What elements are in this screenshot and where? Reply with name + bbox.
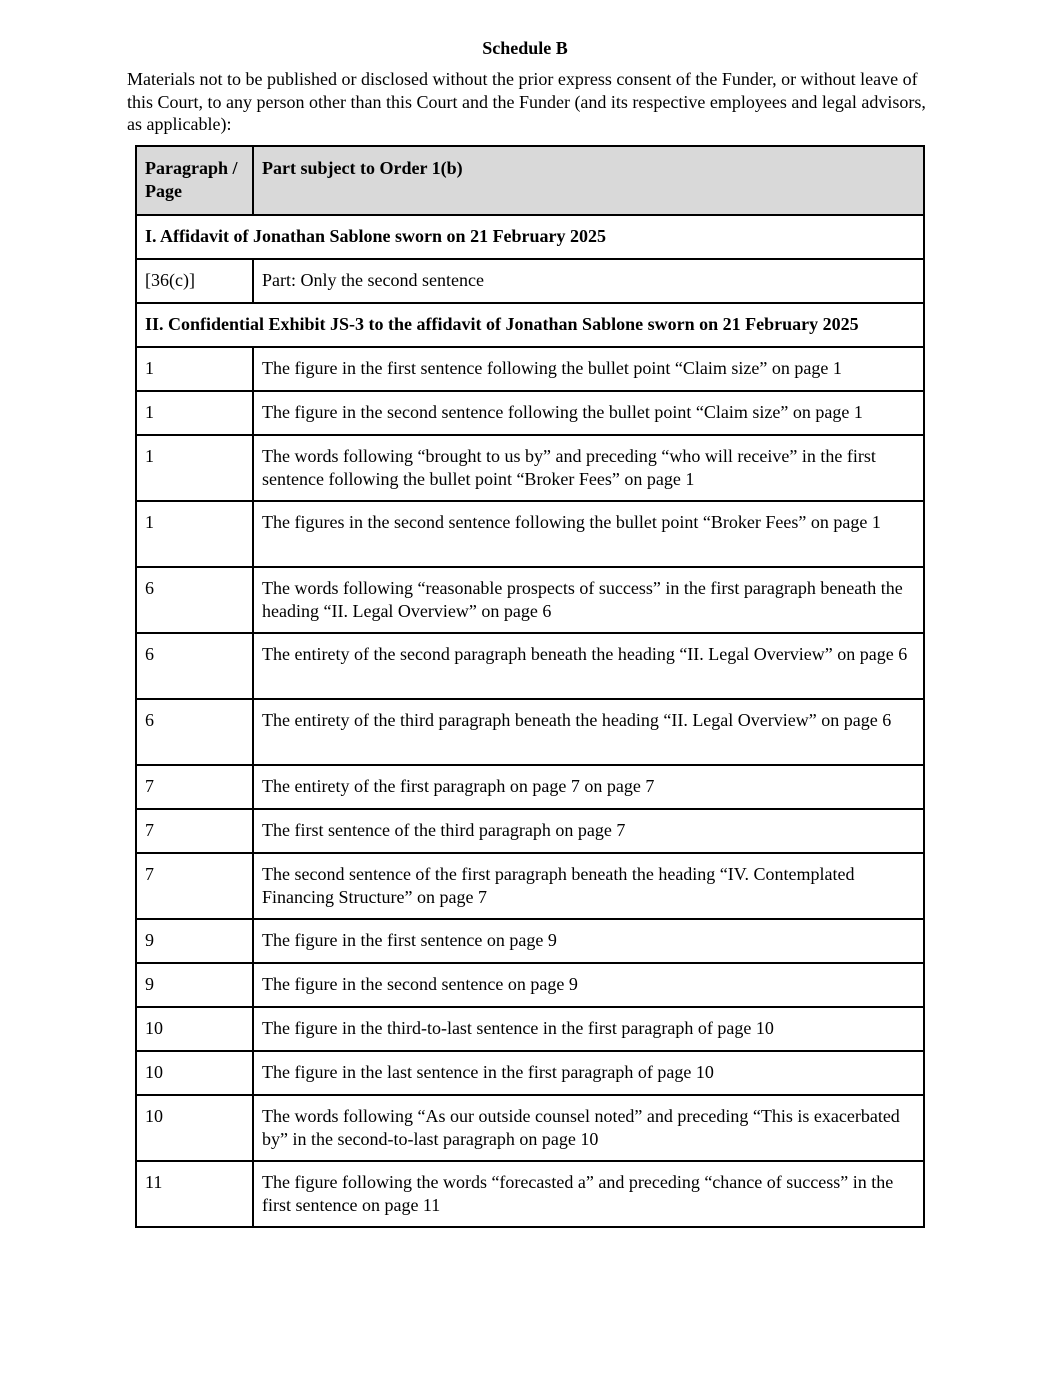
- table-row: [136, 567, 924, 633]
- page-cell: 1: [136, 501, 253, 567]
- part-cell: The words following “brought to us by” and preceding “who will receive” in the first sentence following the bullet point “Broker Fees” on page 1: [253, 435, 924, 501]
- table-row: [136, 765, 924, 809]
- part-cell: The figure in the second sentence on page 9: [253, 963, 924, 1007]
- header-part: Part subject to Order 1(b): [253, 146, 924, 215]
- part-cell: Part: Only the second sentence: [253, 259, 924, 303]
- table-row: [136, 919, 924, 963]
- section-row: [136, 303, 924, 347]
- table-row: [136, 1007, 924, 1051]
- page-cell: 7: [136, 765, 253, 809]
- part-cell: The figure in the first sentence following the bullet point “Claim size” on page 1: [253, 347, 924, 391]
- part-cell: The entirety of the second paragraph beneath the heading “II. Legal Overview” on page 6: [253, 633, 924, 699]
- table-row: [136, 1095, 924, 1161]
- page-cell: 10: [136, 1051, 253, 1095]
- part-cell: The entirety of the third paragraph beneath the heading “II. Legal Overview” on page 6: [253, 699, 924, 765]
- part-cell: The words following “reasonable prospects of success” in the first paragraph beneath the heading “II. Legal Overview” on page 6: [253, 567, 924, 633]
- section-row: [136, 215, 924, 259]
- part-cell: The figure in the third-to-last sentence in the first paragraph of page 10: [253, 1007, 924, 1051]
- table-row: [136, 391, 924, 435]
- intro-paragraph: Materials not to be published or disclosed without the prior express consent of the Funder, or without leave of this Court, to any person other than this Court and the Funder (and its respective employees and legal advisors, as applicable):: [127, 69, 926, 134]
- table-row: [136, 699, 924, 765]
- table-row: [136, 853, 924, 919]
- page-cell: 7: [136, 809, 253, 853]
- page-cell: 1: [136, 391, 253, 435]
- table-row: [136, 501, 924, 567]
- table-row: [136, 1051, 924, 1095]
- part-cell: The second sentence of the first paragraph beneath the heading “IV. Contemplated Financing Structure” on page 7: [253, 853, 924, 919]
- page-cell: 11: [136, 1161, 253, 1227]
- part-cell: The figures in the second sentence following the bullet point “Broker Fees” on page 1: [253, 501, 924, 567]
- header-paragraph-page: Paragraph / Page: [136, 146, 253, 215]
- page-cell: 10: [136, 1007, 253, 1051]
- page-cell: 9: [136, 963, 253, 1007]
- part-cell: The words following “As our outside counsel noted” and preceding “This is exacerbated by” in the second-to-last paragraph on page 10: [253, 1095, 924, 1161]
- table-row: [136, 963, 924, 1007]
- page-cell: [36(c)]: [136, 259, 253, 303]
- page-cell: 1: [136, 435, 253, 501]
- part-cell: The first sentence of the third paragraph on page 7: [253, 809, 924, 853]
- page-cell: 6: [136, 699, 253, 765]
- schedule-title: Schedule B: [482, 38, 568, 58]
- part-cell: The figure in the second sentence following the bullet point “Claim size” on page 1: [253, 391, 924, 435]
- table-header-row: [136, 146, 924, 215]
- schedule-table: [135, 145, 925, 1228]
- section-heading: II. Confidential Exhibit JS-3 to the affidavit of Jonathan Sablone sworn on 21 February 2025: [136, 303, 924, 347]
- table-row: [136, 633, 924, 699]
- page-cell: 6: [136, 567, 253, 633]
- page-cell: 7: [136, 853, 253, 919]
- page-cell: 1: [136, 347, 253, 391]
- part-cell: The figure in the last sentence in the first paragraph of page 10: [253, 1051, 924, 1095]
- part-cell: The entirety of the first paragraph on page 7 on page 7: [253, 765, 924, 809]
- table-row: [136, 1161, 924, 1227]
- page-cell: 10: [136, 1095, 253, 1161]
- part-cell: The figure in the first sentence on page 9: [253, 919, 924, 963]
- part-cell: The figure following the words “forecasted a” and preceding “chance of success” in the first sentence on page 11: [253, 1161, 924, 1227]
- table-row: [136, 347, 924, 391]
- page-cell: 6: [136, 633, 253, 699]
- table-row: [136, 809, 924, 853]
- table-row: [136, 435, 924, 501]
- section-heading: I. Affidavit of Jonathan Sablone sworn on 21 February 2025: [136, 215, 924, 259]
- page-cell: 9: [136, 919, 253, 963]
- table-row: [136, 259, 924, 303]
